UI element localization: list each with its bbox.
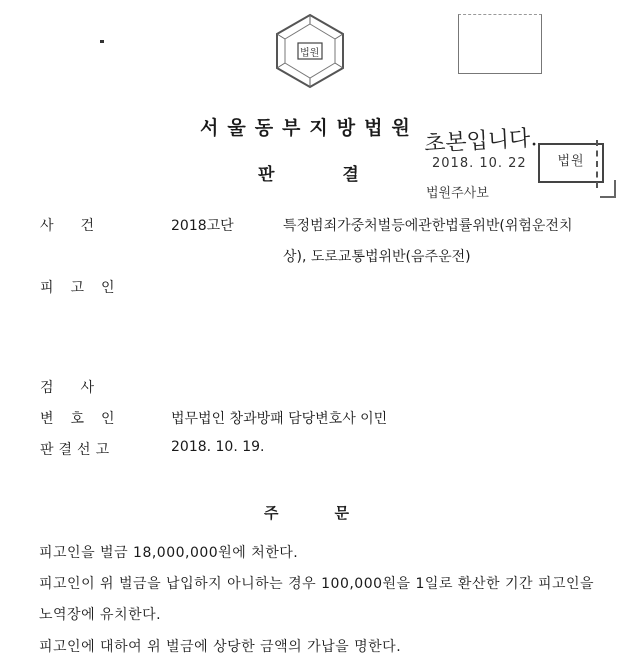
counsel-label: 변호인 bbox=[40, 411, 132, 427]
court-emblem-icon bbox=[271, 12, 349, 90]
prosecutor-label: 검사 bbox=[40, 380, 122, 396]
document-type: 판결 bbox=[258, 165, 427, 185]
copy-certification-mark: 초본입니다. bbox=[423, 126, 538, 157]
order-heading: 주문 bbox=[264, 504, 405, 522]
redaction-box bbox=[458, 14, 542, 74]
sentencing-label: 판결선고 bbox=[40, 442, 115, 458]
case-title-line2: 상), 도로교통법위반(음주운전) bbox=[283, 249, 471, 265]
certification-date: 2018. 10. 22 bbox=[432, 156, 527, 171]
order-line-2: 피고인이 위 벌금을 납입하지 아니하는 경우 100,000원을 1일로 환산한 기간 피고인을 bbox=[39, 576, 595, 592]
counsel-value: 법무법인 창과방패 담당변호사 이민 bbox=[171, 411, 388, 427]
order-line-3: 노역장에 유치한다. bbox=[39, 607, 162, 623]
certification-clerk: 법원주사보 bbox=[426, 186, 489, 201]
case-number: 2018고단 bbox=[171, 218, 234, 234]
emblem-label: 법원 bbox=[300, 48, 320, 59]
defendant-label: 피고인 bbox=[40, 280, 132, 296]
seal-label: 법원 bbox=[557, 154, 585, 169]
official-seal-stamp bbox=[538, 143, 604, 183]
case-title-line1: 특정범죄가중처벌등에관한법률위반(위험운전치 bbox=[283, 218, 573, 234]
order-line-4: 피고인에 대하여 위 벌금에 상당한 금액의 가납을 명한다. bbox=[39, 639, 402, 655]
case-label: 사건 bbox=[40, 218, 122, 234]
sentencing-date: 2018. 10. 19. bbox=[171, 439, 265, 455]
corner-mark bbox=[600, 180, 616, 198]
stray-mark bbox=[100, 40, 104, 43]
court-name: 서울동부지방법원 bbox=[200, 117, 419, 139]
order-line-1: 피고인을 벌금 18,000,000원에 처한다. bbox=[39, 545, 299, 561]
